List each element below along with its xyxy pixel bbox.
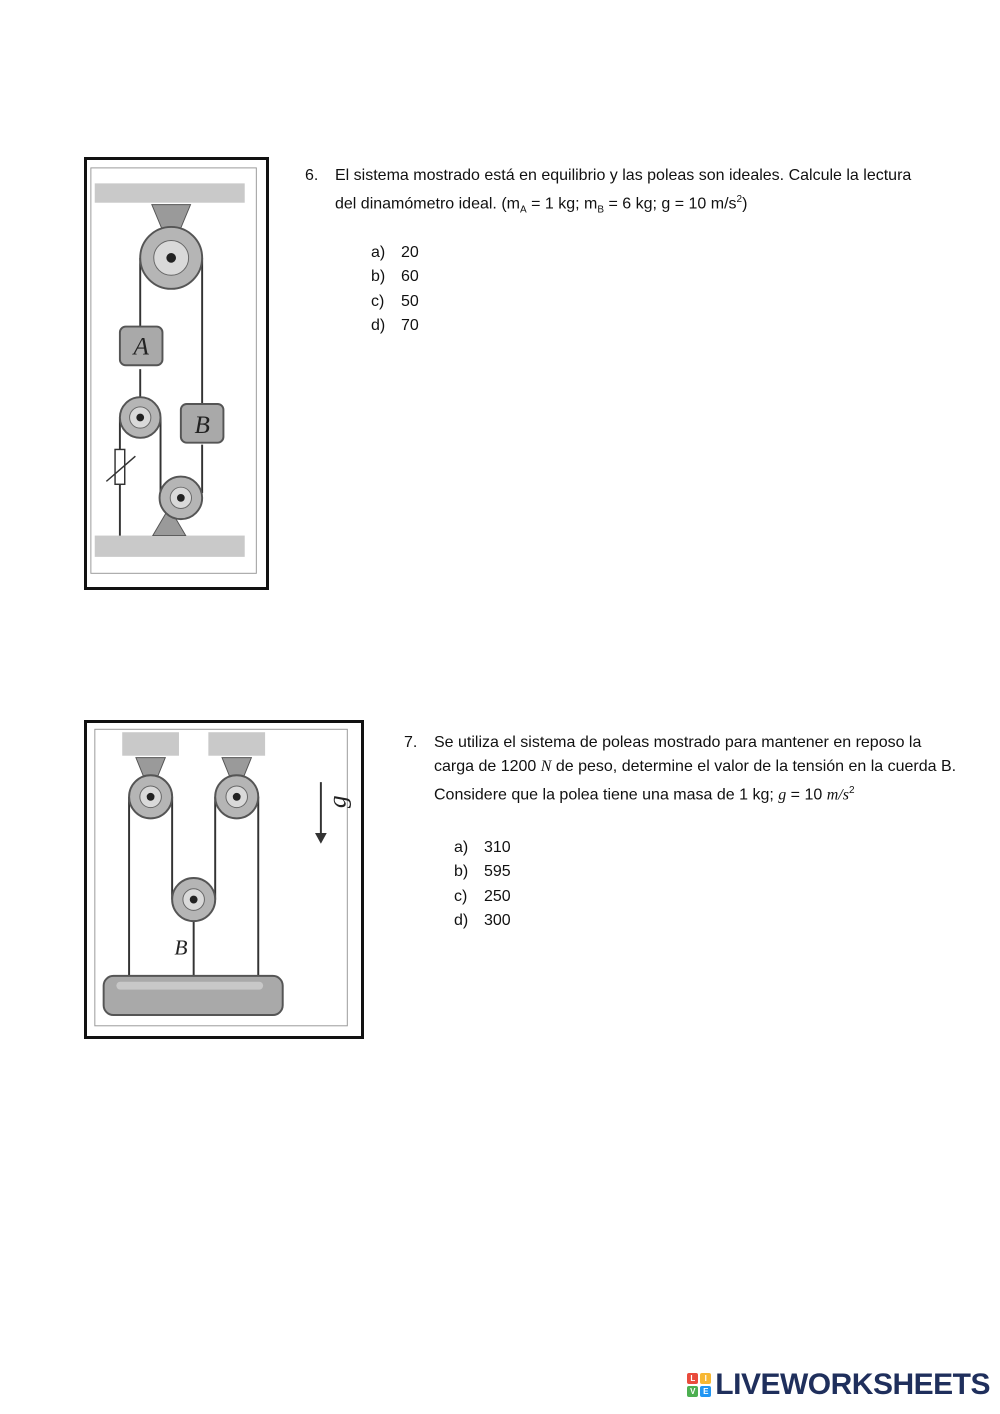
option-letter: d) [371, 317, 386, 335]
pulley-figure-6 [84, 157, 269, 590]
option-value: 300 [484, 912, 511, 930]
load-block [104, 976, 283, 1015]
option-b[interactable] [371, 265, 965, 290]
question-line-1: Se utiliza el sistema de poleas mostrado para mantener en reposo la [434, 734, 922, 751]
question-7 [404, 731, 994, 933]
text-segment: = 6 kg; g = 10 m/s [604, 195, 737, 213]
question-line-2 [335, 188, 965, 223]
rope-b-label: B [174, 935, 188, 960]
text-segment: de peso, determine el valor de la tensión en la cuerda B. [551, 758, 957, 775]
option-letter: d) [454, 912, 469, 930]
ceiling-mount-right [208, 732, 265, 755]
question-number: 6. [305, 167, 319, 184]
option-value: 310 [484, 838, 511, 856]
option-c[interactable] [371, 290, 965, 315]
option-d[interactable] [371, 314, 965, 339]
math-g: g [778, 786, 787, 804]
liveworksheets-brand[interactable] [687, 1368, 990, 1402]
option-letter: a) [371, 243, 386, 261]
text-segment: Considere que la polea tiene una masa de 1 kg; [434, 786, 779, 804]
pulley-diagram-6 [87, 160, 266, 587]
question-line-2 [434, 755, 994, 779]
option-b[interactable] [454, 860, 994, 885]
math-n: N [540, 758, 552, 775]
question-line-1: El sistema mostrado está en equilibrio y las poleas son ideales. Calcule la lectura [335, 167, 912, 184]
brand-text: LIVEWORKSHEETS [715, 1368, 990, 1401]
option-c[interactable] [454, 884, 994, 909]
option-value: 595 [484, 863, 511, 881]
subscript-a: A [519, 204, 527, 216]
logo-cell: L [687, 1373, 698, 1384]
pulley-figure-7 [84, 720, 364, 1039]
option-letter: c) [371, 292, 385, 310]
option-letter: b) [371, 268, 386, 286]
question-text [434, 731, 994, 807]
option-letter: b) [454, 863, 469, 881]
option-value: 70 [401, 317, 419, 335]
option-a[interactable] [371, 241, 965, 266]
block-a-label: A [133, 333, 149, 361]
option-a[interactable] [454, 835, 994, 860]
logo-cell: E [700, 1386, 711, 1397]
option-value: 60 [401, 268, 419, 286]
gravity-label: g [322, 795, 352, 809]
question-text [335, 164, 965, 223]
superscript: 2 [736, 194, 743, 205]
options-list [371, 241, 965, 339]
question-number: 7. [404, 734, 418, 751]
text-segment: carga de 1200 [434, 758, 541, 775]
block-b-label: B [194, 412, 210, 440]
superscript: 2 [848, 785, 855, 796]
option-value: 20 [401, 243, 419, 261]
question-line-3 [434, 779, 994, 807]
option-letter: c) [454, 887, 468, 905]
pulley-diagram-7 [87, 723, 361, 1036]
logo-cell: V [687, 1386, 698, 1397]
text-segment: = 10 [786, 786, 827, 804]
text-segment: del dinamómetro ideal. (m [335, 195, 520, 213]
logo-cell: I [700, 1373, 711, 1384]
liveworksheets-logo-icon [687, 1373, 711, 1397]
options-list [454, 835, 994, 933]
option-value: 250 [484, 887, 511, 905]
math-unit: m/s [826, 786, 849, 804]
ceiling-mount-left [122, 732, 179, 755]
ceiling-bar [95, 183, 245, 202]
floor-bar [95, 536, 245, 557]
text-segment: ) [742, 195, 748, 213]
question-6 [305, 164, 965, 339]
text-segment: = 1 kg; m [526, 195, 598, 213]
option-letter: a) [454, 838, 469, 856]
option-value: 50 [401, 292, 419, 310]
option-d[interactable] [454, 909, 994, 934]
subscript-b: B [597, 204, 605, 216]
